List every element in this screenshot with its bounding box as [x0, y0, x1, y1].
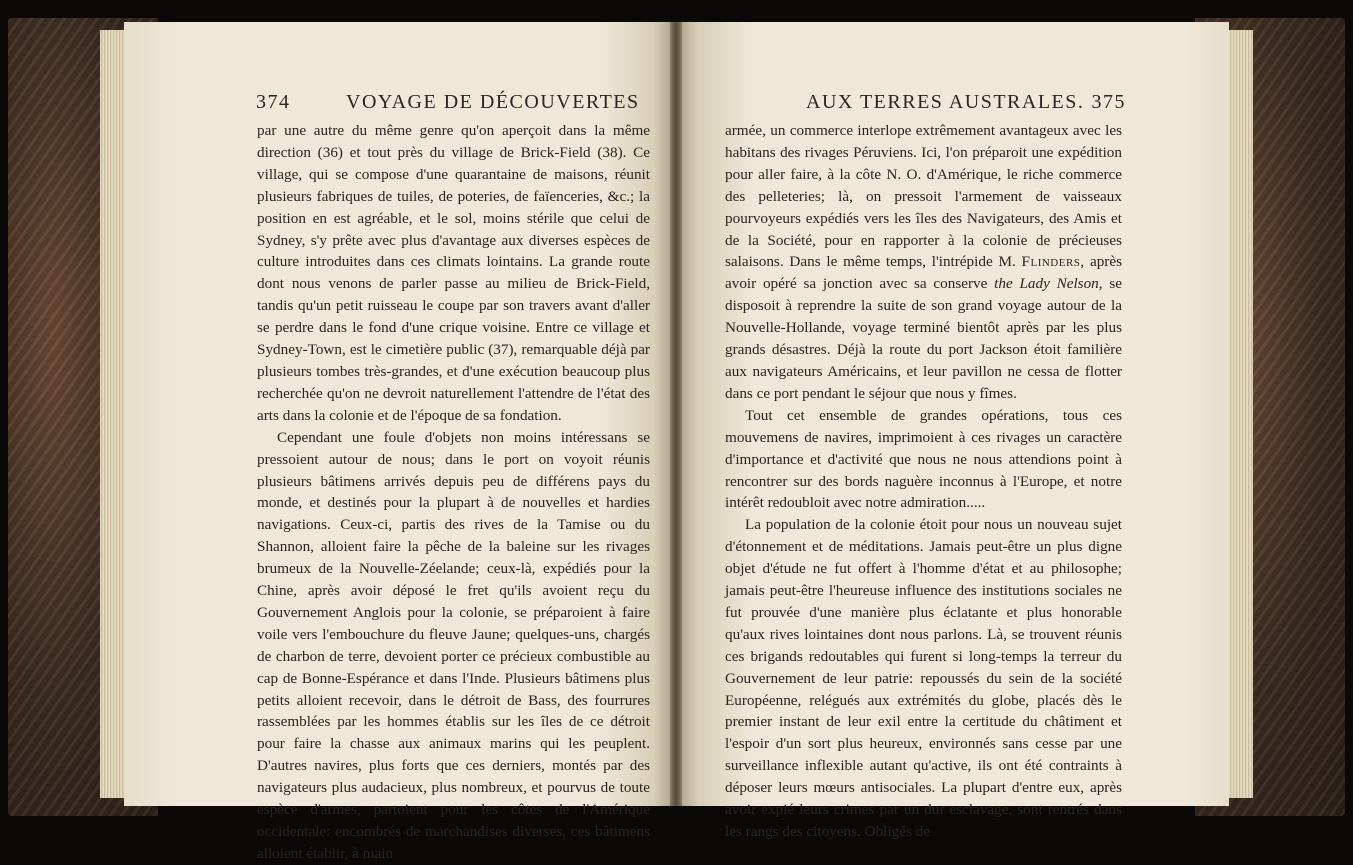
right-running-title: AUX TERRES AUSTRALES.: [806, 91, 1085, 113]
ship-name-lady-nelson: the Lady Nelson: [994, 275, 1099, 293]
right-paragraph-text: , après avoir opéré sa jonction avec sa conserve: [725, 253, 1123, 293]
left-paragraph: Cependant une foule d'objets non moins intéressans se pressoient autour de nous; dans le port on voyoit réunis plusieurs bâtimens arrivés depuis peu de différens pays du monde, et destinés pour la plupart à de nouvelles et hardies navigations. Ceux-ci, partis des rives de la Tamise ou du Shannon, alloient faire la pêche de la baleine sur les rivages brumeux de la Nouvelle-Zéelande; ceux-là, expédiés pour la Chine, après avoir déposé le fret qu'ils avoient reçu du Gouvernement Anglois pour la colonie, se préparoient à faire voile vers l'embouchure du fleuve Jaune; quelques-uns, chargés de charbon de terre, devoient porter ce précieux combustible au cap de Bonne-Espérance et dans l'Inde. Plusieurs bâtimens plus petits alloient recevoir, dans le détroit de Bass, des fourrures rassemblées par les hommes établis sur les îles de ce détroit pour faire la chasse aux animaux marins qui les peuplent. D'autres navires, plus forts que ces derniers, montés par des navigateurs plus audacieux, plus nombreux, et pourvus de toute espèce d'armes, partoient pour les côtes de l'Amérique occidentale: encombrés de marchandises diverses, ces bâtimens alloient établir, à main: [257, 428, 650, 862]
right-page-body: [725, 120, 1122, 843]
right-paragraph-text: , se disposoit à reprendre la suite de son grand voyage autour de la Nouvelle-Hollande, voyage terminé bientôt après par les plus grands désastres. Déjà la route du port Jackson étoit familière aux navigateurs Américains, et leur pavillon ne cessa de flotter dans ce port pendant le séjour que nous y fîmes.: [725, 275, 1122, 402]
left-paragraph: par une autre du même genre qu'on aperçoit dans la même direction (36) et tout près du village de Brick-Field (38). Ce village, qui se compose d'une quarantaine de maisons, réunit plusieurs fabriques de tuiles, de poteries, de faïenceries, &c.; la position en est agréable, et le sol, moins stérile que celui de Sydney, s'y prête avec plus d'avantage aux diverses espèces de culture introduites dans ces climats lointains. La grande route dont nous venons de parler passe au milieu de Brick-Field, tandis qu'un petit ruisseau le coupe par son travers avant d'aller se perdre dans le fond d'une crique voisine. Entre ce village et Sydney-Town, est le cimetière public (37), remarquable déjà par plusieurs tombes très-grandes, et d'une exécution beaucoup plus recherchée qu'on ne devroit naturellement l'attendre de l'état des arts dans la colonie et de l'époque de sa fondation.: [257, 122, 650, 424]
person-name-flinders: Flinders: [1021, 253, 1081, 271]
right-page: [676, 22, 1229, 840]
book-gutter: [670, 22, 682, 806]
left-running-title: VOYAGE DE DÉCOUVERTES: [346, 91, 640, 113]
left-page-header: [256, 91, 651, 119]
right-paragraph: La population de la colonie étoit pour nous un nouveau sujet d'étonnement et de méditations. Jamais peut-être un plus digne objet d'étude ne fut offert à l'homme d'état et au philosophe; jamais peut-être l'heureuse influence des institutions sociales ne fut prouvée d'une manière plus éclatante et plus honorable qu'aux rives lointaines dont nous parlons. Là, se trouvent réunis ces brigands redoutables qui furent si long-temps la terreur du Gouvernement de leur patrie: repoussés du sein de la société Européenne, relégués aux extrémités du globe, placés dès le premier instant de leur exil entre la certitude du châtiment et l'espoir d'un sort plus heureux, environnés sans cesse par une surveillance inflexible autant qu'active, ils ont été contraints à déposer leurs mœurs antisociales. La plupart d'entre eux, après avoir expié leurs crimes par un dur esclavage, sont rentrés dans les rangs des citoyens. Obligés de: [725, 516, 1122, 840]
right-paragraph-text: armée, un commerce interlope extrêmement avantageux avec les habitans des rivages Péruviens. Ici, l'on préparoit une expédition pour aller faire, à la côte N. O. d'Amérique, le riche commerce des pelleteries; là, on pressoit l'armement de vaisseaux pourvoyeurs expédiés vers les îles des Navigateurs, des Amis et de la Société, pour en rapporter à la colonie de précieuses salaisons. Dans le même temps, l'intrépide M.: [725, 122, 1122, 271]
right-paragraph: Tout cet ensemble de grandes opérations, tous ces mouvemens de navires, imprimoient à ces rivages un caractère d'importance et d'activité que nous ne nous attendions point à rencontrer sur des bords naguère inconnus à l'Europe, et notre intérêt redoubloit avec notre admiration.....: [725, 406, 1122, 512]
right-page-header: [806, 91, 1126, 119]
right-paragraph: [725, 120, 1122, 405]
left-page: [124, 22, 676, 862]
left-page-body: [257, 120, 650, 865]
left-page-number: 374: [256, 91, 291, 113]
right-page-number: 375: [1091, 91, 1126, 113]
